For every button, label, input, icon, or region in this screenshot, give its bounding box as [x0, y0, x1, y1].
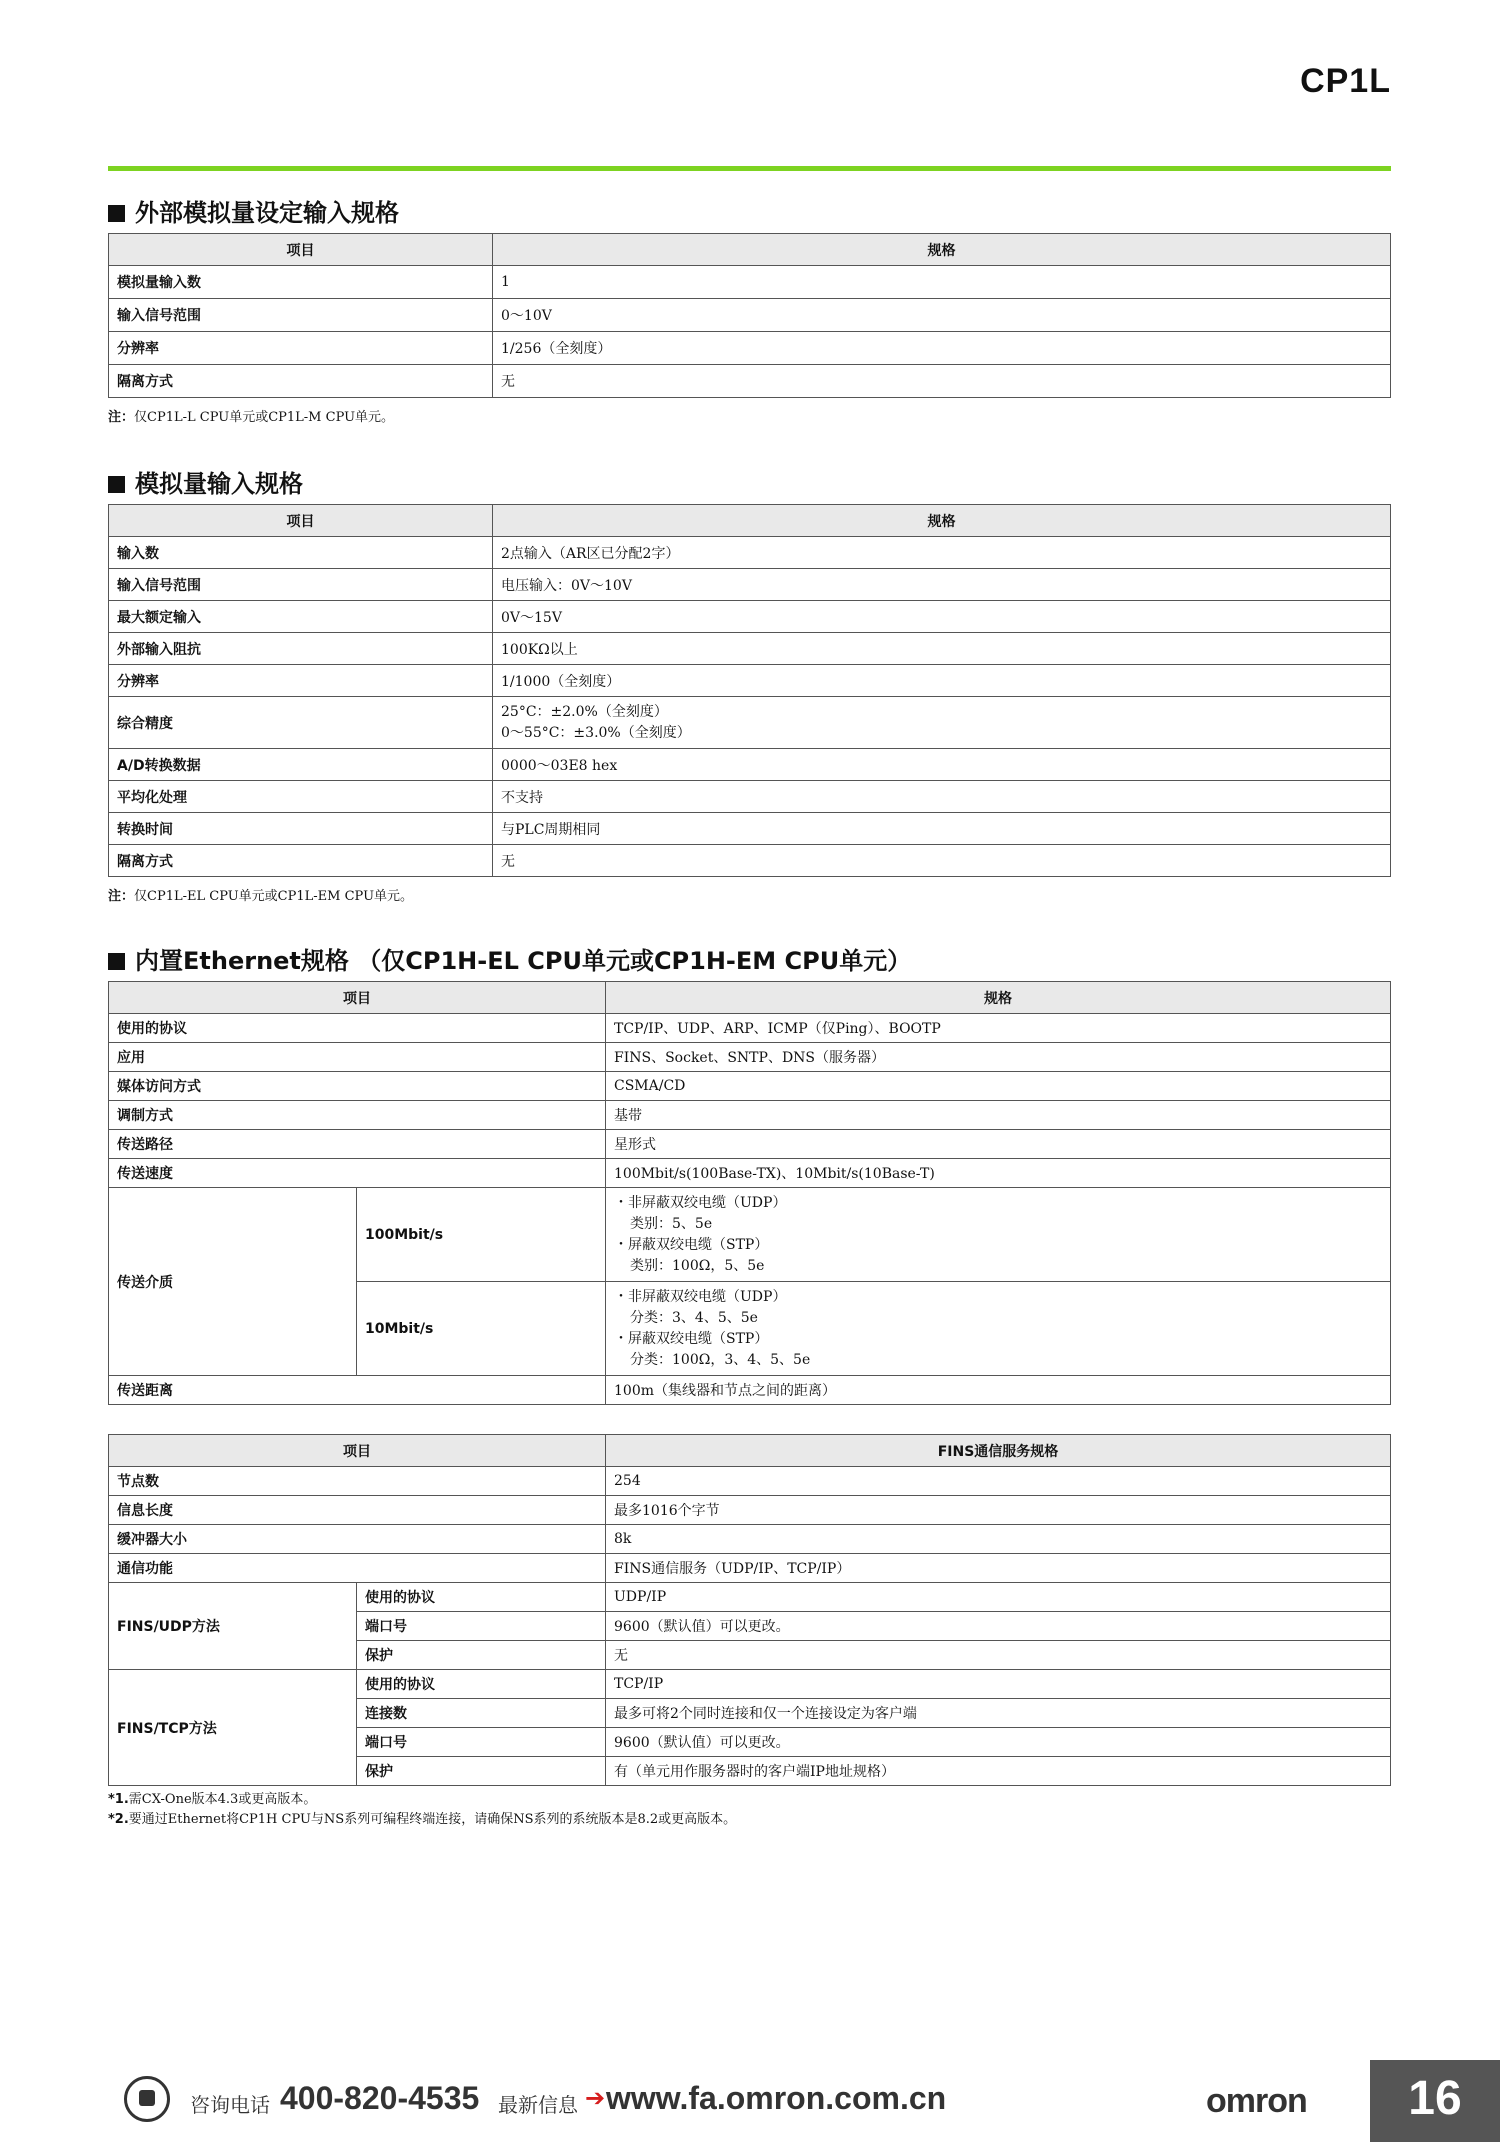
footnote: *1.需CX-One版本4.3或更高版本。	[108, 1792, 317, 1807]
section-title: 模拟量输入规格	[108, 464, 1391, 504]
col-header-item: 项目	[109, 1435, 606, 1467]
phone-icon	[124, 2076, 170, 2122]
section-fins	[108, 1434, 1391, 1830]
footnotes	[108, 1790, 1391, 1830]
table-row: 输入信号范围 0～10V	[109, 299, 1391, 332]
arrow-right-icon: ➔	[585, 2084, 606, 2112]
table-row: FINS/UDP方法 使用的协议 UDP/IP	[109, 1583, 1391, 1612]
spec-table	[108, 1434, 1391, 1786]
table-row: 分辨率 1/256（全刻度）	[109, 332, 1391, 365]
table-row: 通信功能 FINS通信服务（UDP/IP、TCP/IP）	[109, 1554, 1391, 1583]
table-row: FINS/TCP方法 使用的协议 TCP/IP	[109, 1670, 1391, 1699]
phone-number: 400-820-4535	[280, 2080, 480, 2116]
spec-table	[108, 504, 1391, 877]
table-row: 端口号 9600（默认值）可以更改。	[109, 1728, 1391, 1757]
spec-table	[108, 233, 1391, 398]
table-row: 信息长度 最多1016个字节	[109, 1496, 1391, 1525]
table-row: 10Mbit/s ・非屏蔽双绞电缆（UDP） 分类：3、4、5、5e ・屏蔽双绞电缆（STP） 分类：100Ω，3、4、5、5e	[109, 1282, 1391, 1376]
table-row: 分辨率 1/1000（全刻度）	[109, 665, 1391, 697]
col-header-item: 项目	[109, 234, 493, 266]
table-row: 输入信号范围 电压输入：0V～10V	[109, 569, 1391, 601]
table-row: 传送介质 100Mbit/s ・非屏蔽双绞电缆（UDP） 类别：5、5e ・屏蔽双绞电缆（STP） 类别：100Ω，5、5e	[109, 1188, 1391, 1282]
table-row: 传送路径 星形式	[109, 1130, 1391, 1159]
section-external-analog	[108, 193, 1391, 425]
table-row: 媒体访问方式 CSMA/CD	[109, 1072, 1391, 1101]
table-row: 平均化处理 不支持	[109, 781, 1391, 813]
square-bullet-icon	[108, 205, 125, 222]
col-header-item: 项目	[109, 505, 493, 537]
col-header-spec: 规格	[493, 505, 1391, 537]
section-title: 外部模拟量设定输入规格	[108, 193, 1391, 233]
table-row: 转换时间 与PLC周期相同	[109, 813, 1391, 845]
table-row: 传送距离 100m（集线器和节点之间的距离）	[109, 1376, 1391, 1405]
table-row: 端口号 9600（默认值）可以更改。	[109, 1612, 1391, 1641]
table-row: 应用 FINS、Socket、SNTP、DNS（服务器）	[109, 1043, 1391, 1072]
news-label: 最新信息	[498, 2093, 578, 2117]
table-row: 缓冲器大小 8k	[109, 1525, 1391, 1554]
table-row: 保护 有（单元用作服务器时的客户端IP地址规格）	[109, 1757, 1391, 1786]
table-row: 隔离方式 无	[109, 365, 1391, 398]
square-bullet-icon	[108, 476, 125, 493]
page-number: 16	[1370, 2060, 1500, 2142]
section-ethernet	[108, 941, 1391, 1405]
table-row: A/D转换数据 0000～03E8 hex	[109, 749, 1391, 781]
section-title: 内置Ethernet规格 （仅CP1H-EL CPU单元或CP1H-EM CPU单元）	[108, 941, 1391, 981]
website-link[interactable]: www.fa.omron.com.cn	[606, 2080, 947, 2116]
table-row: 外部输入阻抗 100KΩ以上	[109, 633, 1391, 665]
col-header-item: 项目	[109, 982, 606, 1014]
footnote: *2.要通过Ethernet将CP1H CPU与NS系列可编程终端连接，请确保NS系列的系统版本是8.2或更高版本。	[108, 1812, 737, 1827]
col-header-spec: 规格	[493, 234, 1391, 266]
square-bullet-icon	[108, 953, 125, 970]
table-row: 模拟量输入数 1	[109, 266, 1391, 299]
table-row: 最大额定输入 0V～15V	[109, 601, 1391, 633]
table-row: 连接数 最多可将2个同时连接和仅一个连接设定为客户端	[109, 1699, 1391, 1728]
table-row: 综合精度 25°C：±2.0%（全刻度） 0～55°C：±3.0%（全刻度）	[109, 697, 1391, 749]
table-row: 使用的协议 TCP/IP、UDP、ARP、ICMP（仅Ping）、BOOTP	[109, 1014, 1391, 1043]
model-title: CP1L	[1300, 62, 1391, 100]
table-row: 调制方式 基带	[109, 1101, 1391, 1130]
page-footer	[0, 2060, 1500, 2142]
footnote: 注：仅CP1L-EL CPU单元或CP1L-EM CPU单元。	[108, 889, 414, 904]
table-row: 输入数 2点输入（AR区已分配2字）	[109, 537, 1391, 569]
footnote: 注：仅CP1L-L CPU单元或CP1L-M CPU单元。	[108, 410, 395, 425]
col-header-spec: FINS通信服务规格	[606, 1435, 1391, 1467]
omron-logo: omron	[1206, 2082, 1307, 2120]
col-header-spec: 规格	[606, 982, 1391, 1014]
header-rule	[108, 166, 1391, 171]
table-row: 传送速度 100Mbit/s(100Base-TX)、10Mbit/s(10Base-T)	[109, 1159, 1391, 1188]
table-row: 节点数 254	[109, 1467, 1391, 1496]
spec-table	[108, 981, 1391, 1405]
phone-label: 咨询电话	[190, 2093, 270, 2117]
section-analog-input	[108, 464, 1391, 904]
table-row: 保护 无	[109, 1641, 1391, 1670]
table-row: 隔离方式 无	[109, 845, 1391, 877]
